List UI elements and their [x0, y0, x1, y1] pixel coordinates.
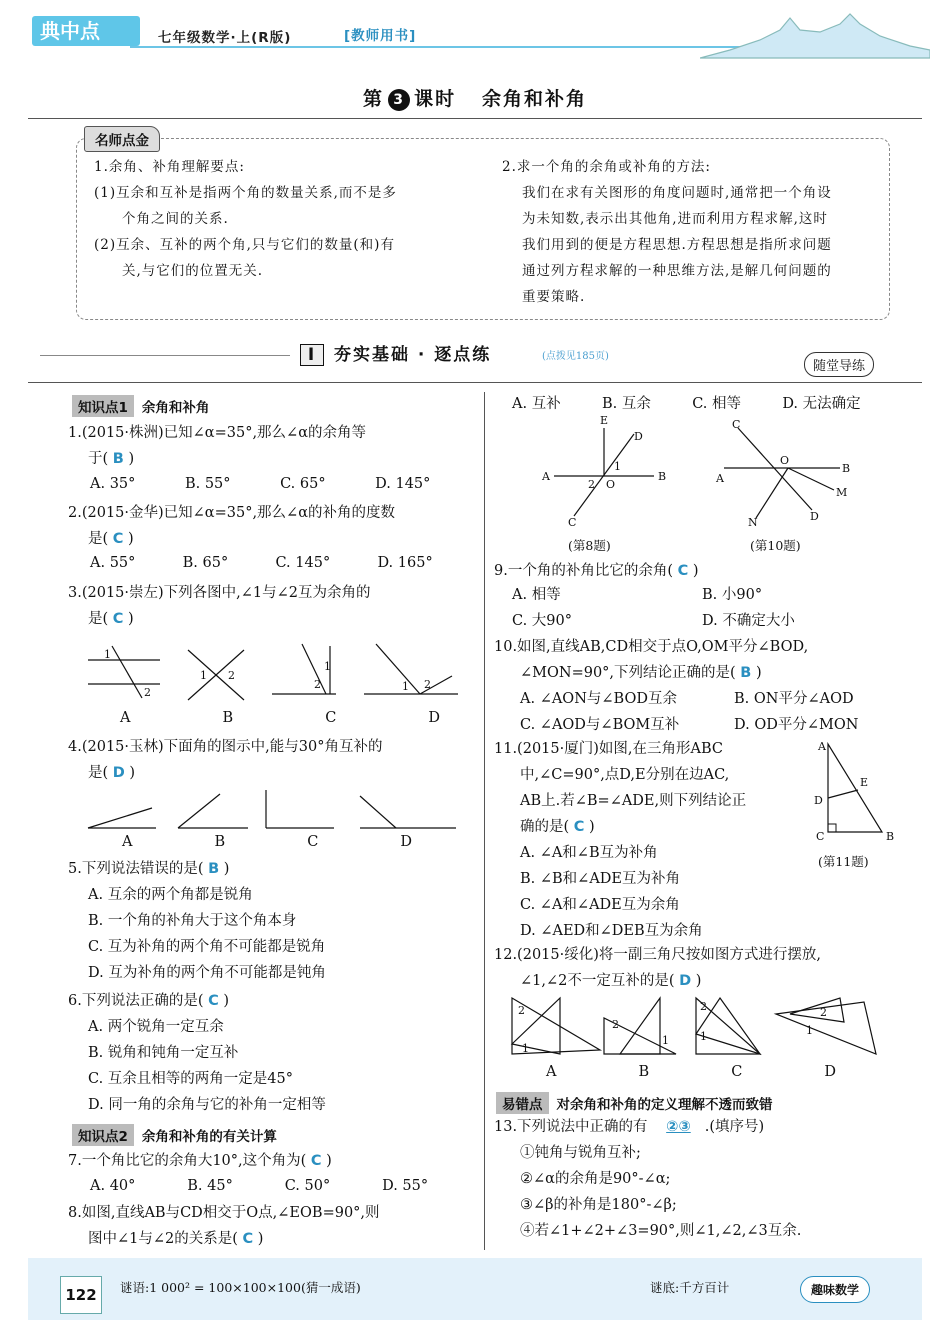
svg-text:1: 1 [614, 460, 621, 473]
svg-text:O: O [606, 478, 616, 491]
question-2: 2.(2015·金华)已知∠α=35°,那么∠α的补角的度数 是( C ) [68, 505, 395, 547]
teacher-edition: [教师用书] [344, 28, 417, 44]
q12-labels: A B C D [546, 1064, 836, 1080]
svg-text:B: B [842, 462, 851, 475]
svg-text:1: 1 [522, 1042, 529, 1055]
q8-caption: (第8题) [568, 538, 611, 553]
q8-options: A. 互补 B. 互余 C. 相等 D. 无法确定 [512, 396, 861, 412]
kp1-heading: 知识点1 余角和补角 [72, 395, 209, 417]
svg-text:C: C [816, 830, 825, 843]
q4-labels: A B C D [122, 834, 412, 850]
question-8: 8.如图,直线AB与CD相交于O点,∠EOB=90°,则 图中∠1与∠2的关系是( C ) [68, 1205, 380, 1247]
tips-right: 2.求一个角的余角或补角的方法: 我们在求有关图形的角度问题时,通常把一个角设 为未知数,表示出其他角,进而利用方程求解,这时 我们用到的便是方程思想.方程思想是指所求问题 通过列方程求解的一种思维方法,是解几何问题的 重要策略. [502, 159, 832, 305]
svg-text:N: N [748, 516, 758, 529]
question-5: 5.下列说法错误的是( B ) A. 互余的两个角都是锐角 B. 一个角的补角大于这个角本身 C. 互为补角的两个角不可能都是锐角 D. 互为补角的两个角不可能都是钝角 [68, 861, 326, 981]
svg-text:1: 1 [200, 669, 207, 682]
svg-text:2: 2 [820, 1006, 827, 1019]
q7-options: A. 40° B. 45° C. 50° D. 55° [90, 1178, 429, 1194]
page-number: 122 [60, 1276, 102, 1314]
question-3: 3.(2015·崇左)下列各图中,∠1与∠2互为余角的 是( C ) [68, 585, 371, 627]
section-rule [28, 382, 922, 383]
q11-figure [810, 738, 910, 844]
fun-math-badge: 趣味数学 [800, 1276, 870, 1303]
lesson-title: 第 3 课时 余角和补角 [363, 88, 587, 110]
svg-text:1: 1 [806, 1024, 813, 1037]
svg-text:2: 2 [228, 669, 235, 682]
question-1: 1.(2015·株洲)已知∠α=35°,那么∠α的余角等 于( B ) [68, 425, 366, 467]
svg-text:2: 2 [588, 478, 595, 491]
q12-figures [500, 994, 900, 1064]
svg-text:1: 1 [700, 1030, 707, 1043]
svg-text:2: 2 [314, 678, 321, 691]
footer-answer: 谜底:千方百计 [650, 1280, 730, 1295]
column-divider [484, 392, 485, 1250]
svg-text:A: A [542, 470, 550, 483]
question-10: 10.如图,直线AB,CD相交于点O,OM平分∠BOD, ∠MON=90°,下列结论正确的是( B ) A. ∠AON与∠BOD互余 B. ON平分∠AOD C. ∠AOD与∠BOM互补 D. OD平分∠MON [494, 639, 859, 733]
q4-figures [80, 788, 480, 834]
svg-text:1: 1 [324, 660, 331, 673]
svg-text:2: 2 [612, 1018, 619, 1031]
svg-text:2: 2 [424, 678, 431, 691]
svg-text:D: D [810, 510, 819, 523]
city-skyline-icon [700, 10, 930, 60]
svg-text:B: B [886, 830, 895, 843]
svg-text:O: O [780, 454, 790, 467]
question-11: 11.(2015·厦门)如图,在三角形ABC 中,∠C=90°,点D,E分别在边AC, AB上.若∠B=∠ADE,则下列结论正 确的是( C ) A. ∠A和∠B互为补角 B. ∠B和∠ADE互为补角 C. ∠A和∠ADE互为余角 D. ∠AED和∠DEB互为余角 [494, 741, 747, 939]
question-9: 9.一个角的补角比它的余角( C ) [494, 563, 699, 579]
svg-text:M: M [836, 486, 848, 499]
svg-text:E: E [860, 776, 869, 789]
q10-caption: (第10题) [750, 538, 801, 553]
svg-text:2: 2 [518, 1004, 525, 1017]
svg-text:2: 2 [144, 686, 151, 699]
q8-figure [530, 414, 690, 530]
svg-text:2: 2 [700, 1000, 707, 1013]
question-12: 12.(2015·绥化)将一副三角尺按如图方式进行摆放, ∠1,∠2不一定互补的是( D ) [494, 947, 821, 989]
tips-tag: 名师点金 [84, 126, 160, 152]
question-13: 13.下列说法中正确的有 ②③ .(填序号) ①钝角与锐角互补; ②∠α的余角是90°-∠α; ③∠β的补角是180°-∠β; ④若∠1+∠2+∠3=90°,则∠1,∠2,∠3互余. [494, 1119, 802, 1239]
question-6: 6.下列说法正确的是( C ) A. 两个锐角一定互余 B. 锐角和钝角一定互补 C. 互余且相等的两角一定是45° D. 同一角的余角与它的补角一定相等 [68, 993, 326, 1113]
q2-options: A. 55° B. 65° C. 145° D. 165° [90, 555, 433, 571]
section-rule-left [40, 355, 290, 356]
svg-text:A: A [818, 740, 826, 753]
svg-text:C: C [732, 418, 741, 431]
q11-caption: (第11题) [818, 854, 869, 869]
svg-text:1: 1 [402, 680, 409, 693]
svg-text:D: D [814, 794, 823, 807]
svg-text:C: C [568, 516, 577, 529]
svg-text:E: E [600, 414, 609, 427]
title-rule [28, 118, 922, 119]
svg-text:1: 1 [104, 648, 111, 661]
practice-tag: 随堂导练 [804, 352, 874, 377]
q3-figures [80, 636, 480, 706]
svg-text:D: D [634, 430, 643, 443]
svg-text:B: B [658, 470, 667, 483]
q1-options: A. 35° B. 55° C. 65° D. 145° [90, 476, 431, 492]
section-ref: (点拨见185页) [542, 351, 609, 362]
section-title: Ⅰ 夯实基础 · 逐点练 [300, 340, 491, 366]
q9-options: A. 相等 B. 小90° C. 大90° D. 不确定大小 [512, 587, 795, 629]
svg-text:A: A [716, 472, 724, 485]
question-4: 4.(2015·玉林)下面角的图示中,能与30°角互补的 是( D ) [68, 739, 383, 781]
tips-left: 1.余角、补角理解要点: (1)互余和互补是指两个角的数量关系,而不是多 个角之间的关系. (2)互余、互补的两个角,只与它们的数量(和)有 关,与它们的位置无关. [94, 159, 397, 279]
svg-text:1: 1 [662, 1034, 669, 1047]
question-7: 7.一个角比它的余角大10°,这个角为( C ) [68, 1153, 332, 1169]
kp2-heading: 知识点2 余角和补角的有关计算 [72, 1124, 277, 1146]
footer-riddle: 谜语:1 000² = 100×100×100(猜一成语) [120, 1280, 361, 1295]
q3-labels: A B C D [120, 710, 440, 726]
error-heading: 易错点 对余角和补角的定义理解不透而致错 [496, 1092, 773, 1114]
brand-logo: 典中点 [32, 16, 140, 46]
q10-figure [708, 414, 868, 530]
book-title: 七年级数学·上(R版) [158, 30, 292, 46]
